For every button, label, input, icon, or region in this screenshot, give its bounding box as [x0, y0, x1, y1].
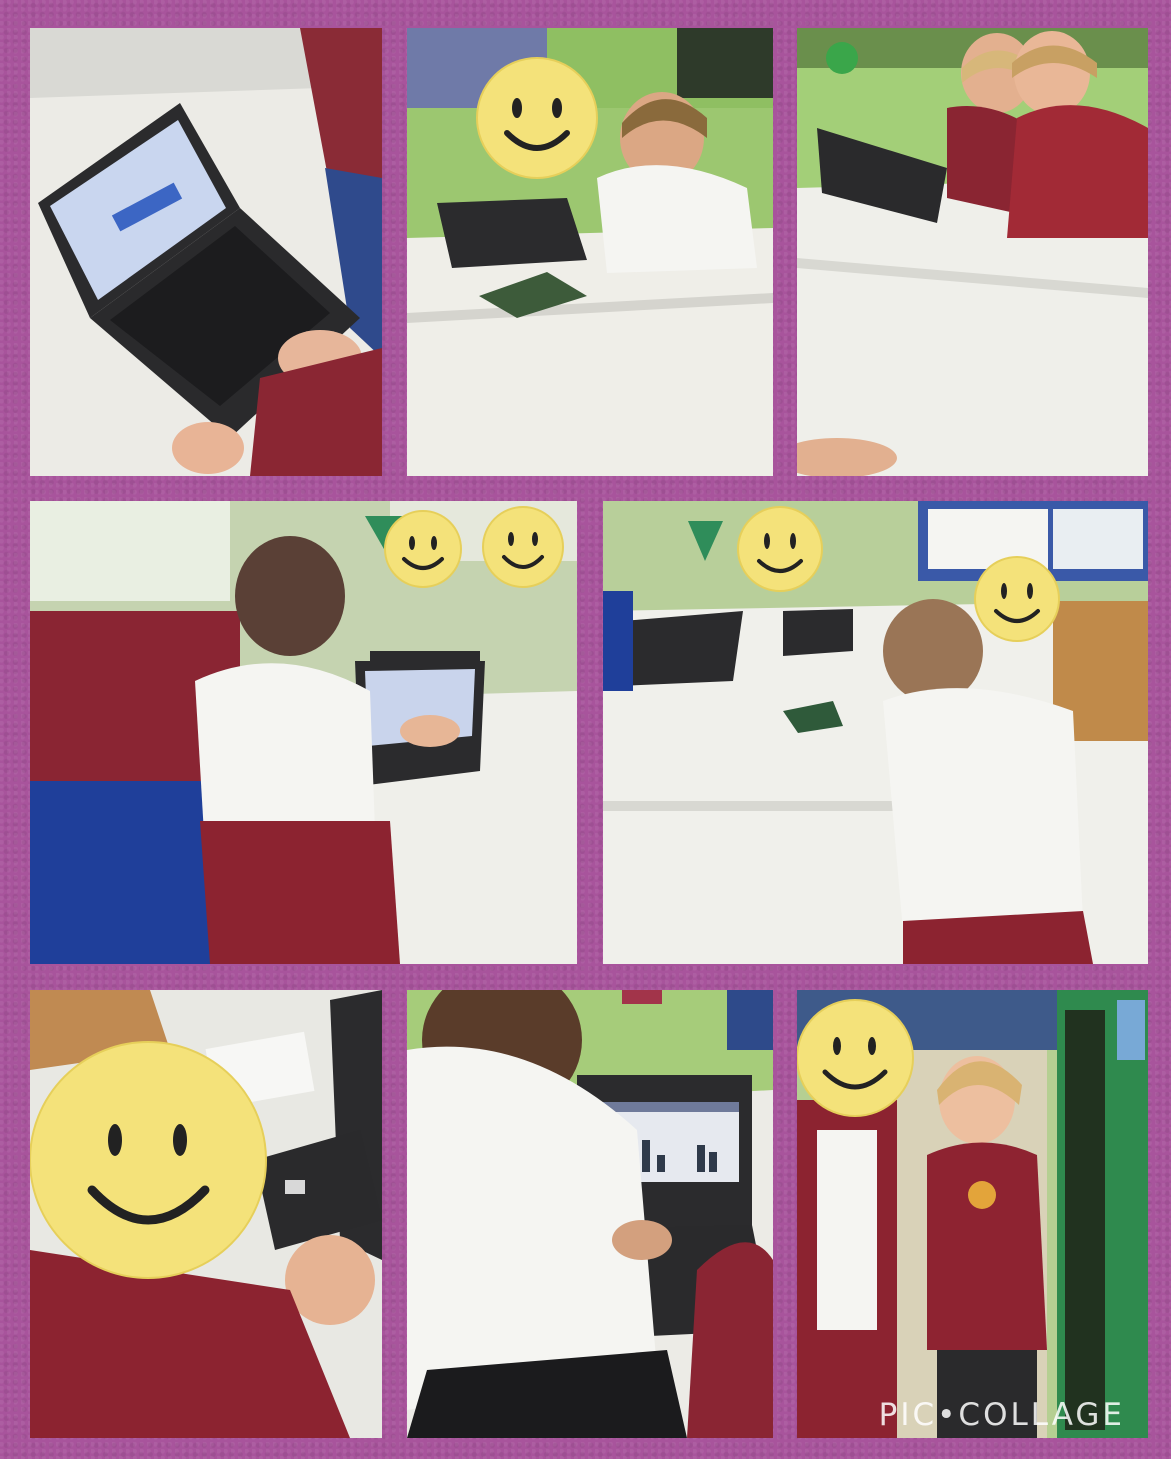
photo-boy-at-table-classroom [603, 501, 1148, 964]
photo-boy-viewing-bar-chart [407, 990, 773, 1438]
photo-two-pupils-at-laptop [797, 28, 1148, 476]
photo-boy-with-laptop [407, 28, 773, 476]
photo-pupil-close-to-laptop [30, 990, 382, 1438]
photo-measuring-height [797, 990, 1148, 1438]
photo-laptop-closeup [30, 28, 382, 476]
photo-girl-typing-at-desk [30, 501, 577, 964]
watermark: PIC•COLLAGE [878, 1397, 1125, 1433]
